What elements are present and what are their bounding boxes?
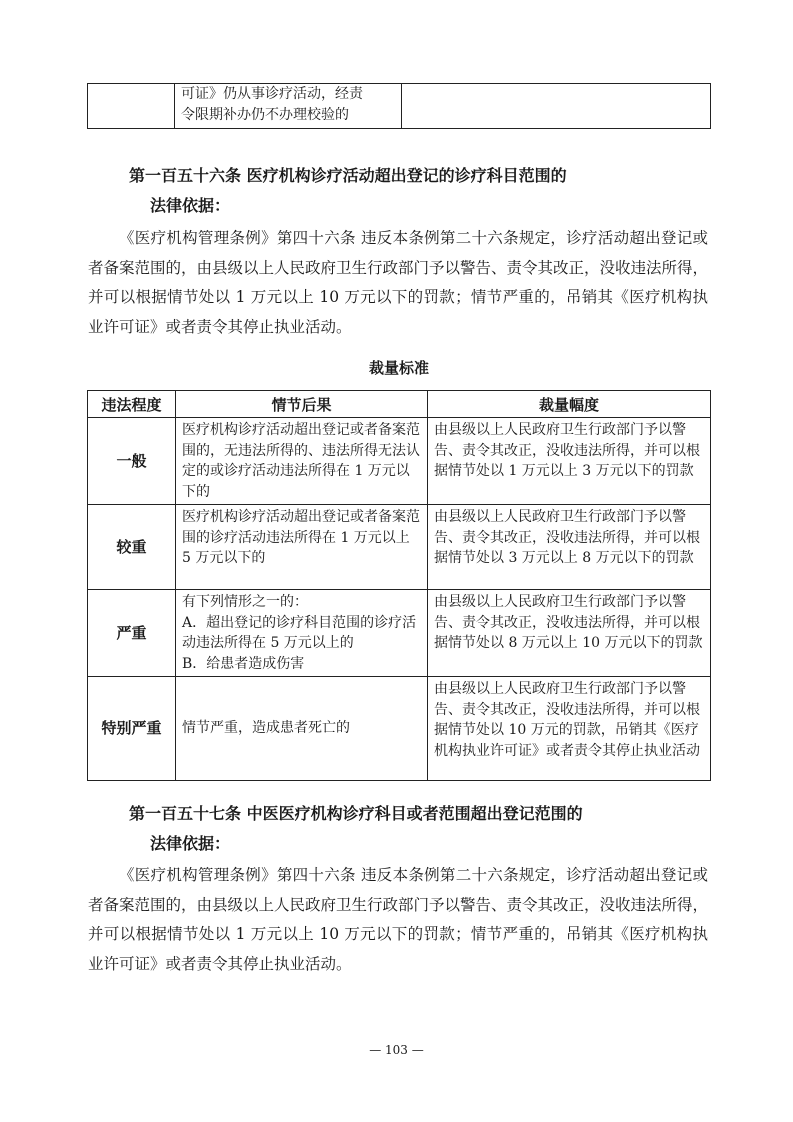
level-cell: 严重 xyxy=(88,590,176,677)
circumstance-cell: 医疗机构诊疗活动超出登记或者备案范围的诊疗活动违法所得在 1 万元以上 5 万元以下的 xyxy=(176,505,428,590)
standard-caption: 裁量标准 xyxy=(368,359,429,377)
level-cell: 特别严重 xyxy=(88,677,176,781)
header-range: 裁量幅度 xyxy=(428,391,711,418)
table-row xyxy=(88,677,711,781)
section-157-basis-text: 《医疗机构管理条例》第四十六条 违反本条例第二十六条规定，诊疗活动超出登记或者备案范围的，由县级以上人民政府卫生行政部门予以警告、责令其改正，没收违法所得，并可以根据情节处以 1 万元以上 10 万元以下的罚款；情节严重的，吊销其《医疗机构执业许可证》或者责令其停止执业活动。 xyxy=(88,866,709,973)
circumstance-cell: 有下列情形之一的： A．超出登记的诊疗科目范围的诊疗活动违法所得在 5 万元以上的 B．给患者造成伤害 xyxy=(176,590,428,677)
section-157-basis-label: 法律依据： xyxy=(150,834,231,853)
range-cell: 由县级以上人民政府卫生行政部门予以警告、责令其改正，没收违法所得，并可以根据情节处以 8 万元以上 10 万元以下的罚款 xyxy=(428,590,711,677)
table-row xyxy=(88,418,711,505)
continuation-table xyxy=(87,83,711,129)
circumstance-cell: 医疗机构诊疗活动超出登记或者备案范围的，无违法所得的、违法所得无法认定的或诊疗活动违法所得在 1 万元以下的 xyxy=(176,418,428,505)
table-cell xyxy=(88,84,175,129)
range-cell: 由县级以上人民政府卫生行政部门予以警告、责令其改正，没收违法所得，并可以根据情节处以 10 万元的罚款，吊销其《医疗机构执业许可证》或者责令其停止执业活动 xyxy=(428,677,711,781)
table-row xyxy=(88,505,711,590)
table-cell: 可证》仍从事诊疗活动，经责 令限期补办仍不办理校验的 xyxy=(175,84,402,129)
table-header-row xyxy=(88,391,711,418)
level-cell: 较重 xyxy=(88,505,176,590)
section-156-basis-label: 法律依据： xyxy=(150,196,231,215)
level-cell: 一般 xyxy=(88,418,176,505)
section-156-title: 第一百五十六条 医疗机构诊疗活动超出登记的诊疗科目范围的 xyxy=(129,166,567,185)
table-cell xyxy=(402,84,711,129)
table-row xyxy=(88,590,711,677)
section-156-basis-text: 《医疗机构管理条例》第四十六条 违反本条例第二十六条规定，诊疗活动超出登记或者备案范围的，由县级以上人民政府卫生行政部门予以警告、责令其改正，没收违法所得，并可以根据情节处以 1 万元以上 10 万元以下的罚款；情节严重的，吊销其《医疗机构执业许可证》或者责令其停止执业活动。 xyxy=(88,229,709,336)
range-cell: 由县级以上人民政府卫生行政部门予以警告、责令其改正，没收违法所得，并可以根据情节处以 3 万元以上 8 万元以下的罚款 xyxy=(428,505,711,590)
range-cell: 由县级以上人民政府卫生行政部门予以警告、责令其改正，没收违法所得，并可以根据情节处以 1 万元以上 3 万元以下的罚款 xyxy=(428,418,711,505)
table-row xyxy=(88,84,711,129)
page-number: — 103 — xyxy=(369,1043,424,1057)
discretion-table xyxy=(87,390,711,781)
header-level: 违法程度 xyxy=(88,391,176,418)
header-circumstance: 情节后果 xyxy=(176,391,428,418)
circumstance-cell: 情节严重，造成患者死亡的 xyxy=(176,677,428,781)
section-157-title: 第一百五十七条 中医医疗机构诊疗科目或者范围超出登记范围的 xyxy=(129,804,583,823)
